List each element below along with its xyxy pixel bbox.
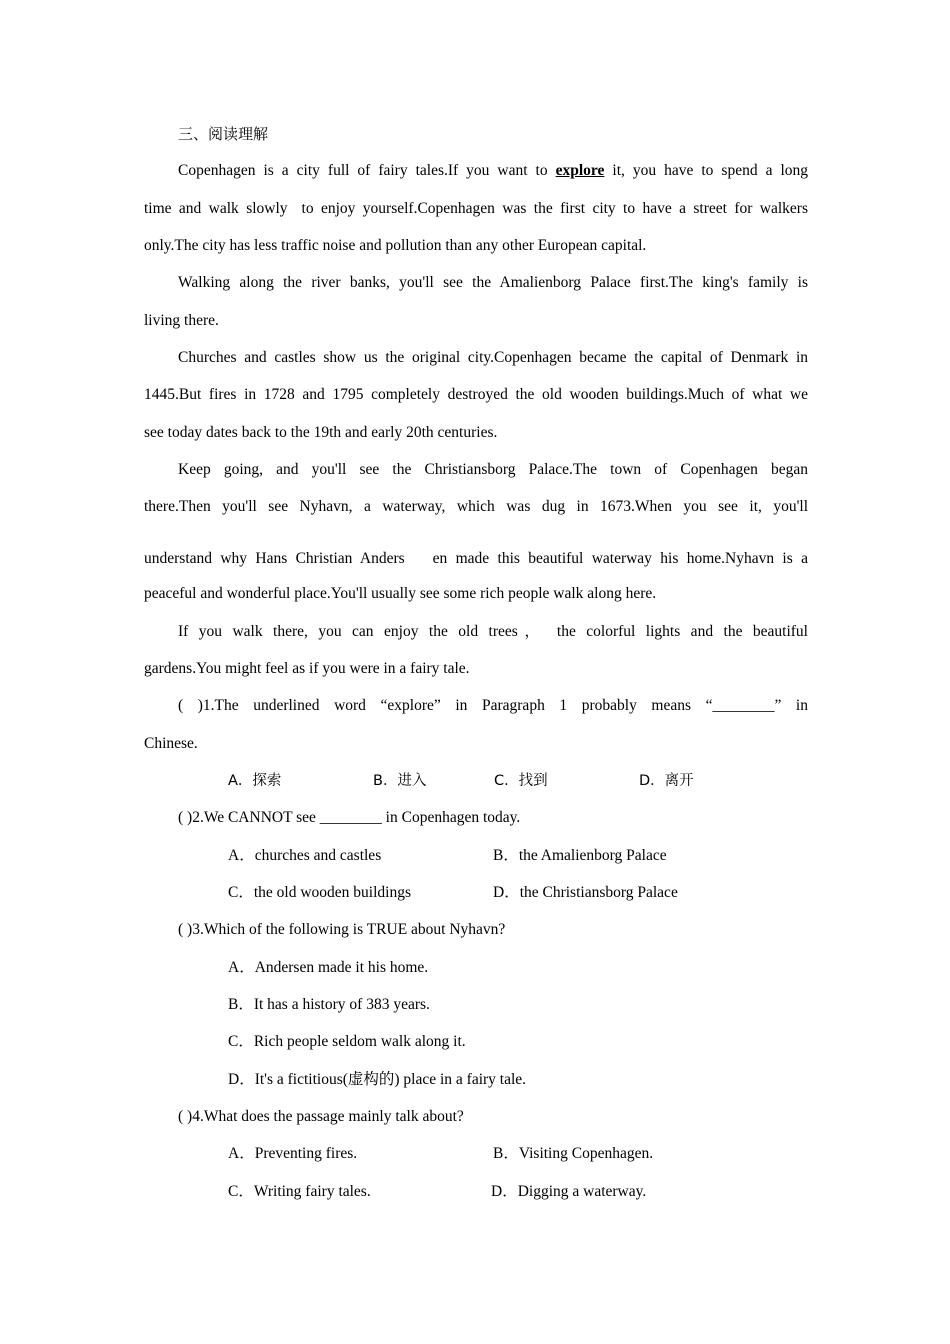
passage-p5-line1: If you walk there, you can enjoy the old trees， the colorful lights and the beautiful (178, 623, 808, 640)
question-3-stem: ( )3.Which of the following is TRUE about Nyhavn? (178, 921, 506, 938)
passage-text: en made this beautiful waterway his home.Nyhavn is a (432, 550, 808, 567)
passage-p2-line1: Walking along the river banks, you'll see the Amalienborg Palace first.The king's family is (178, 274, 808, 291)
question-2-option-b[interactable]: B．the Amalienborg Palace (493, 847, 667, 864)
passage-p2-line2: living there. (144, 312, 219, 329)
passage-text: Copenhagen is a city full of fairy tales.If you want to (178, 162, 556, 179)
passage-p5-line2: gardens.You might feel as if you were in a fairy tale. (144, 660, 470, 677)
passage-p1-line1 (178, 161, 808, 181)
question-3-option-b[interactable]: B．It has a history of 383 years. (228, 996, 430, 1013)
question-2-stem: ( )2.We CANNOT see ________ in Copenhagen today. (178, 809, 521, 826)
passage-text: time and walk slowly (144, 200, 288, 217)
passage-p4-line4: peaceful and wonderful place.You'll usually see some rich people walk along here. (144, 585, 657, 602)
passage-text: to enjoy yourself.Copenhagen was the first city to have a street for walkers (301, 200, 808, 217)
passage-p4-line2: there.Then you'll see Nyhavn, a waterway, which was dug in 1673.When you see it, you'll (144, 498, 808, 515)
question-1-option-d[interactable]: D．离开 (639, 773, 694, 789)
question-3-option-d[interactable]: D．It's a fictitious(虚构的) place in a fairy tale. (228, 1071, 527, 1088)
passage-text: it, you have to spend a long (604, 162, 809, 179)
section-title: 三、阅读理解 (178, 125, 269, 143)
question-3-option-c[interactable]: C．Rich people seldom walk along it. (228, 1033, 466, 1050)
passage-p3-line3: see today dates back to the 19th and early 20th centuries. (144, 424, 498, 441)
question-1-stem-cont: Chinese. (144, 735, 198, 752)
question-2-option-c[interactable]: C．the old wooden buildings (228, 884, 411, 901)
question-4-stem: ( )4.What does the passage mainly talk about? (178, 1108, 464, 1125)
keyword-explore: explore (555, 162, 605, 179)
question-4-option-d[interactable]: D．Digging a waterway. (491, 1183, 647, 1200)
passage-p1-line3: only.The city has less traffic noise and pollution than any other European capital. (144, 237, 647, 254)
question-2-option-a[interactable]: A．churches and castles (228, 847, 382, 864)
question-1-option-b[interactable]: B．进入 (373, 773, 427, 789)
passage-p4-line1: Keep going, and you'll see the Christiansborg Palace.The town of Copenhagen began (178, 461, 808, 478)
passage-p3-line2: 1445.But fires in 1728 and 1795 completely destroyed the old wooden buildings.Much of what we (144, 386, 808, 403)
passage-p3-line1: Churches and castles show us the original city.Copenhagen became the capital of Denmark in (178, 349, 808, 366)
question-4-option-b[interactable]: B．Visiting Copenhagen. (493, 1145, 654, 1162)
question-3-option-a[interactable]: A．Andersen made it his home. (228, 959, 429, 976)
question-1-stem: ( )1.The underlined word “explore” in Paragraph 1 probably means “________” in (178, 697, 808, 714)
question-4-option-a[interactable]: A．Preventing fires. (228, 1145, 358, 1162)
question-1-option-c[interactable]: C．找到 (494, 773, 548, 789)
question-1-option-a[interactable]: A．探索 (228, 773, 282, 789)
question-2-option-d[interactable]: D．the Christiansborg Palace (493, 884, 678, 901)
passage-p4-line3 (144, 549, 808, 569)
question-4-option-c[interactable]: C．Writing fairy tales. (228, 1183, 371, 1200)
passage-p1-line2 (144, 199, 808, 219)
passage-text: understand why Hans Christian Anders (144, 550, 405, 567)
